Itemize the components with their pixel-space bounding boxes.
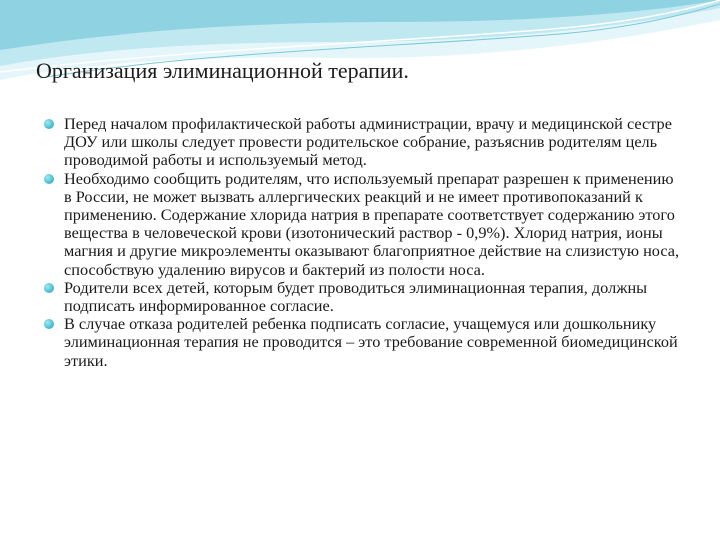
bullet-item-3 [44, 279, 684, 315]
bullet-list [44, 115, 684, 370]
bullet-item-1 [44, 115, 684, 170]
bullet-text: Родители всех детей, которым будет проводиться элиминационная терапия, должны подписать информированное согласие. [64, 277, 648, 316]
bullet-text: В случае отказа родителей ребенка подписать согласие, учащемуся или дошкольнику элиминационная терапия не проводится – это требование современной биомедицинской этики. [64, 314, 678, 370]
bullet-text: Необходимо сообщить родителям, что используемый препарат разрешен к применению в России, не может вызвать аллергических реакций и не имеет противопоказаний к применению. Содержание хлорида натрия в препарате соответствует содержанию этого вещества в человеческой крови (изотонический раствор - 0,9%). Хлорид натрия, ионы магния и другие микроэлементы оказывают благоприятное действие на слизистую носа, способствую удалению вирусов и бактерий из полости носа. [64, 168, 680, 279]
round-bullet-icon [44, 119, 54, 129]
round-bullet-icon [44, 319, 54, 329]
slide-title: Организация элиминационной терапии. [36, 58, 409, 83]
bullet-item-2 [44, 170, 684, 279]
bullet-item-4 [44, 315, 684, 370]
round-bullet-icon [44, 283, 54, 293]
round-bullet-icon [44, 174, 54, 184]
bullet-text: Перед началом профилактической работы администрации, врачу и медицинской сестре ДОУ или школы следует провести родительское собрание, разъяснив родителям цель проводимой работы и используемый метод. [64, 114, 672, 170]
